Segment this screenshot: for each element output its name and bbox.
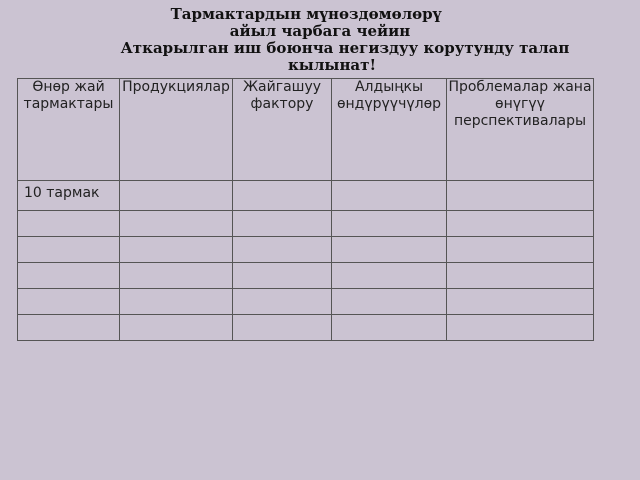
table-cell[interactable] [18, 289, 120, 315]
title-line-4: кылынат! [287, 56, 377, 74]
table-cell[interactable] [332, 211, 447, 237]
table-cell[interactable] [447, 237, 594, 263]
table-cell[interactable] [120, 289, 233, 315]
table-cell[interactable] [120, 211, 233, 237]
table-cell[interactable] [447, 289, 594, 315]
table-cell[interactable] [332, 263, 447, 289]
table-cell[interactable] [332, 181, 447, 211]
table-cell[interactable] [233, 181, 332, 211]
table-cell[interactable] [18, 263, 120, 289]
table-cell[interactable] [233, 289, 332, 315]
header-leading-producers: Алдыңкы өндүрүүчүлөр [332, 79, 447, 181]
page-title [60, 6, 580, 74]
table-cell[interactable] [18, 315, 120, 341]
table-cell[interactable] [18, 237, 120, 263]
table-cell[interactable] [18, 211, 120, 237]
table-row [18, 237, 594, 263]
table-cell[interactable] [332, 289, 447, 315]
table-cell[interactable] [233, 263, 332, 289]
title-line-2: айыл чарбага чейин [229, 22, 411, 40]
table-cell[interactable]: 10 тармак [18, 181, 120, 211]
table-row [18, 181, 594, 211]
table-row [18, 315, 594, 341]
header-products: Продукциялар [120, 79, 233, 181]
table-cell[interactable] [332, 237, 447, 263]
header-industry-branches: Өнөр жай тармактары [18, 79, 120, 181]
table-cell[interactable] [233, 211, 332, 237]
table-cell[interactable] [447, 181, 594, 211]
table-row [18, 289, 594, 315]
table-cell[interactable] [447, 315, 594, 341]
table-cell[interactable] [120, 237, 233, 263]
table-cell[interactable] [447, 211, 594, 237]
table-cell[interactable] [447, 263, 594, 289]
table-row [18, 211, 594, 237]
table-cell[interactable] [120, 315, 233, 341]
table-cell[interactable] [233, 237, 332, 263]
table-header-row [18, 79, 594, 181]
header-location-factor: Жайгашуу фактору [233, 79, 332, 181]
table-cell[interactable] [332, 315, 447, 341]
title-line-3: Аткарылган иш боюнча негиздуу корутунду талап [120, 39, 570, 57]
title-line-1: Тармактардын мүнөздөмөлөрү [170, 5, 442, 23]
table-cell[interactable] [120, 181, 233, 211]
table-row [18, 263, 594, 289]
header-problems-prospects: Проблемалар жана өнүгүү перспективалары [447, 79, 594, 181]
industry-table [17, 78, 594, 341]
table-cell[interactable] [120, 263, 233, 289]
table-cell[interactable] [233, 315, 332, 341]
